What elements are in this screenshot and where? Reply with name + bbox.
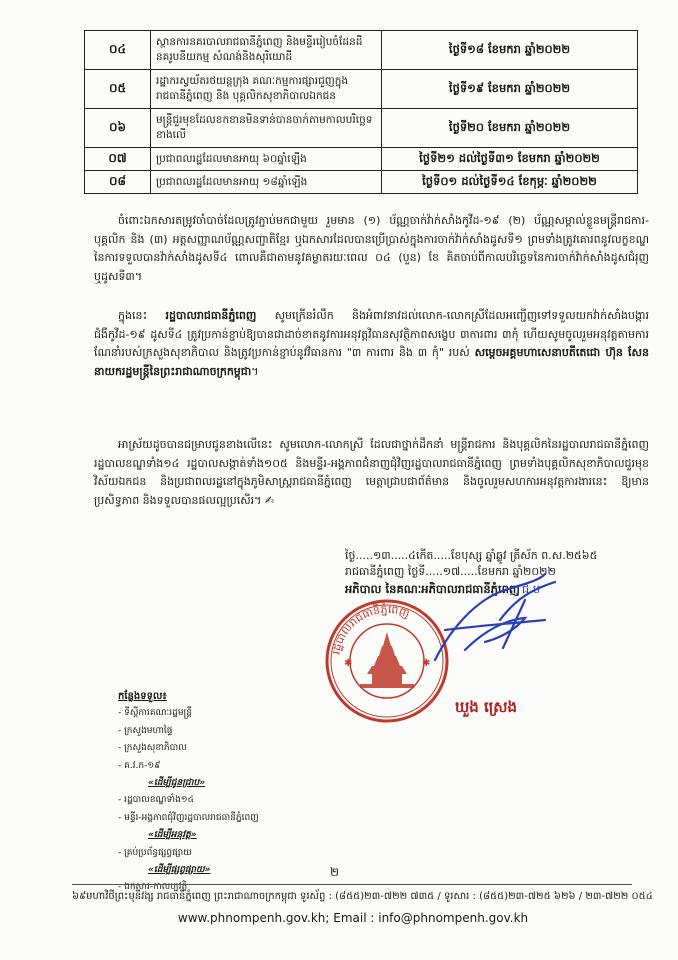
recipients-note: «ដើម្បីជូនជ្រាប» [148, 778, 206, 789]
governor-title-text: អភិបាល នៃគណៈអភិបាលរាជធានីភ្នំពេញ [345, 582, 520, 596]
administration-name: រដ្ឋបាលរាជធានីភ្នំពេញ [165, 309, 257, 322]
schedule-date: ថ្ងៃទី១៨ ខែមករា ឆ្នាំ២០២២ [382, 31, 638, 70]
schedule-date: ថ្ងៃទី២០ ខែមករា ឆ្នាំ២០២២ [382, 109, 638, 148]
target-group: ប្រជាពលរដ្ឋដែលមានអាយុ ៦០ឆ្នាំឡើង [151, 148, 382, 171]
documents-paragraph: ចំពោះឯកសារតម្រូវចាំបាច់ដែលត្រូវភ្ជាប់មកជាមួយ រួមមាន (១) ប័ណ្ណចាក់វ៉ាក់សាំងកូវីដ-១៩ (២) ប័ណ្ណសម្គាល់ខ្លួនមន្ត្រីរាជការ-បុគ្គលិក និង (៣) អត្តសញ្ញាណប័ណ្ណសញ្ជាតិខ្មែរ ឬឯកសារដែលបានប្រើប្រាស់ក្នុងការចាក់វ៉ាក់សាំងដូសទី១ ព្រមទាំងត្រូវគោរពនូវលក្ខខណ្ឌនៃការទទួលបានវ៉ាក់សាំងដូសទី៤ ពោលគឺជាតាមនូវគម្លាតរយៈពេល ០៤ (បួន) ខែ គិតចាប់ពីកាលបរិច្ឆេទនៃការចាក់វ៉ាក់សាំងដូសជំរុញ ឬដូសទី៣។ [94, 214, 649, 284]
list-item: - មន្ទីរ-អង្គភាពជុំវិញរដ្ឋបាលរាជធានីភ្នំពេញ [118, 812, 259, 823]
row-number: ០៥ [85, 70, 151, 109]
list-item: - គ្រប់ប្រព័ន្ធផ្សព្វផ្សាយ [118, 847, 192, 858]
signature-icon [405, 560, 565, 680]
list-item: - ក្រសួងសុខាភិបាល [118, 743, 187, 754]
table-row [85, 109, 638, 148]
svg-text:✱: ✱ [422, 658, 431, 669]
governor-name: ឃួង ស្រេង [455, 698, 518, 716]
closing-paragraph: អាស្រ័យដូចបានជម្រាបជូនខាងលើនេះ សូមលោក-លោកស្រី ដែលជាថ្នាក់ដឹកនាំ មន្ត្រីរាជការ និងបុគ្គលិកនៃរដ្ឋបាលរាជធានីភ្នំពេញ រដ្ឋបាលខណ្ឌទាំង១៤ រដ្ឋបាលសង្កាត់ទាំង១០៥ និងមន្ទីរ-អង្គភាពជំនាញជុំវិញរដ្ឋបាលរាជធានីភ្នំពេញ ព្រមទាំងបុគ្គលិកសុខាភិបាលជួរមុខវិស័យឯកជន និងប្រជាពលរដ្ឋនៅក្នុងភូមិសាស្ត្ររាជធានីភ្នំពេញ មេត្តាជ្រាបជាព័ត៌មាន និងចូលរួមសហការអនុវត្តការងារនេះ ឱ្យមានប្រសិទ្ធភាព និងទទួលបានផលល្អប្រសើរ។ ✍ [94, 438, 649, 508]
target-group: មន្ត្រីជួរមុខដែលខកខានមិនទាន់បានចាក់តាមកាលបរិច្ឆេទខាងលើ [151, 109, 382, 148]
recipients-note: «ដើម្បីអនុវត្ត» [148, 830, 197, 841]
row-number: ០៧ [85, 148, 151, 171]
list-item: - គ.វ.ក-១៩ [118, 760, 161, 771]
vaccination-schedule-table [84, 30, 638, 194]
appeal-prefix: ក្នុងនេះ [118, 309, 166, 322]
recipients-heading: កន្លែងទទួល៖ [118, 691, 167, 702]
table-row [85, 31, 638, 70]
recipients-list [118, 688, 259, 897]
row-number: ០៨ [85, 171, 151, 194]
table-row [85, 70, 638, 109]
lunar-date: ថ្ងៃ.....១៣.....៤កើត.....ខែបុស្ស ឆ្នាំឆ្លូវ ត្រីស័ក ព.ស.២៥៦៥ [345, 549, 598, 562]
row-number: ០៦ [85, 109, 151, 148]
appeal-body: សូមក្រើនរំលឹក និងអំពាវនាវដល់លោក-លោកស្រីដែលអញ្ជើញទៅទទួលយកវ៉ាក់សាំងបង្ការជំងឺកូវីដ-១៩ ដូសទី៤ ត្រូវប្រកាន់ខ្ជាប់ឱ្យបានជាដាច់ខាតនូវការអនុវត្តវិធានសុវត្ថិភាពសង្ខេប ៣ការពារ ៣កុំ ហើយសូមចូលរួមអនុវត្តតាមការណែនាំរបស់ក្រសួងសុខាភិបាល និងត្រូវប្រកាន់ខ្ជាប់នូវវិធានការ "៣ ការពារ និង ៣ កុំ" របស់ [94, 309, 649, 360]
footer-address: ៦៩មហាវិថីព្រះមុនីវង្ស រាជធានីភ្នំពេញ ព្រះរាជាណាចក្រកម្ពុជា ទូរស័ព្ទ : (៨៥៥)២៣-៧២២ ៧៣៥ / ទូរសារ : (៨៥៥)២៣-៧២៥ ៦២៦ / ២៣-៧២២ ០៥៤ [72, 891, 653, 902]
page-number: ២ [330, 865, 340, 879]
target-group: ស្ថានការនគរបាលរាជធានីភ្នំពេញ និងមន្ទីររៀបចំដែនដី នគរូបនីយកម្ម សំណង់និងសុរិយោដី [151, 31, 382, 70]
appeal-suffix: ។ [251, 365, 259, 379]
list-item: - រដ្ឋបាលខណ្ឌទាំង១៤ [118, 795, 194, 806]
target-group: ប្រជាពលរដ្ឋដែលមានអាយុ ១៨ឆ្នាំឡើង [151, 171, 382, 194]
table-row [85, 171, 638, 194]
table-row [85, 148, 638, 171]
svg-text:✱: ✱ [344, 658, 353, 669]
schedule-date: ថ្ងៃទី០១ ដល់ថ្ងៃទី១៤ ខែកុម្ភៈ ឆ្នាំ២០២២ [382, 171, 638, 194]
target-group: រដ្ឋាករស្វយ័តរថយន្តក្រុង គណៈកម្មការផ្សារជួញក្នុងរាជធានីភ្នំពេញ និង បុគ្គលិកសុខាភិបាលឯកជន [151, 70, 382, 109]
footer-divider [72, 884, 632, 885]
list-item: - ក្រសួងមហាផ្ទៃ [118, 725, 173, 736]
solar-date: រាជធានីភ្នំពេញ ថ្ងៃទី.....១៧.....ខែមករា ឆ្នាំ២០២២ [345, 565, 556, 578]
footer-web-email: www.phnompenh.gov.kh; Email : info@phnompenh.gov.kh [177, 911, 529, 925]
handwritten-initials: ជ.ប [521, 582, 541, 596]
schedule-date: ថ្ងៃទី២១ ដល់ថ្ងៃទី៣១ ខែមករា ឆ្នាំ២០២២ [382, 148, 638, 171]
list-item: - ឯកសារ-កាលប្បវត្តិ [118, 882, 188, 893]
appeal-paragraph [94, 307, 649, 382]
list-item: - ទីស្តីការគណៈរដ្ឋមន្ត្រី [118, 708, 192, 719]
prime-minister-title: សម្តេចអគ្គមហាសេនាបតីតេជោ ហ៊ុន សែន នាយករដ្ឋមន្ត្រីនៃព្រះរាជាណាចក្រកម្ពុជា [94, 346, 650, 379]
row-number: ០៤ [85, 31, 151, 70]
recipients-note: «ដើម្បីផ្សព្វផ្សាយ» [148, 865, 211, 876]
schedule-date: ថ្ងៃទី១៩ ខែមករា ឆ្នាំ២០២២ [382, 70, 638, 109]
seal-text: រដ្ឋបាលរាជធានីភ្នំពេញ [329, 602, 412, 656]
